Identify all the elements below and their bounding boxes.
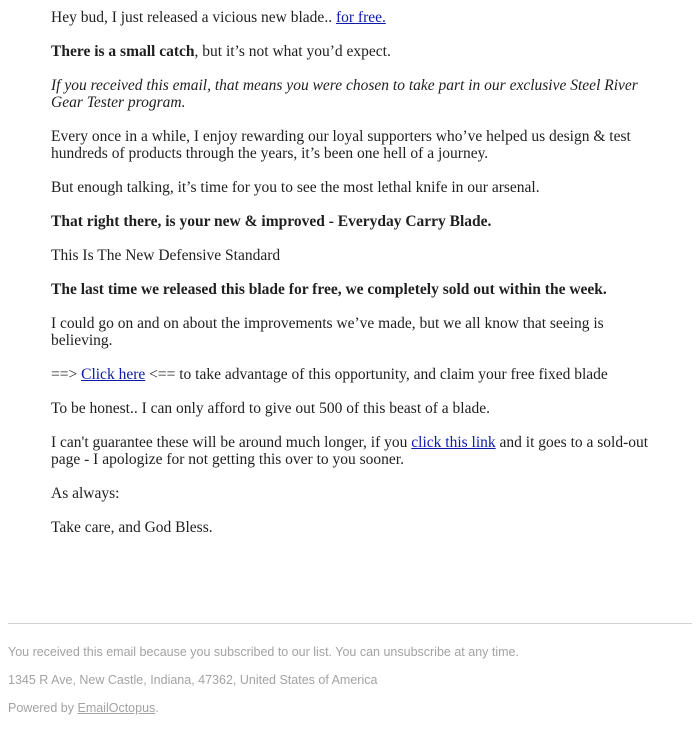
- greeting-text: Hey bud, I just released a vicious new blade..: [51, 9, 336, 26]
- emailoctopus-link[interactable]: EmailOctopus: [77, 701, 156, 715]
- tester-program-note: If you received this email, that means you were chosen to take part in our exclusive Steel River Gear Tester program.: [51, 77, 638, 111]
- italic-note: [51, 77, 661, 111]
- for-free-link[interactable]: for free.: [335, 9, 386, 26]
- cta-suffix-text: <== to take advantage of this opportunity, and claim your free fixed blade: [145, 366, 608, 383]
- email-body: [51, 0, 661, 553]
- powered-by: [8, 701, 692, 716]
- greeting-paragraph: [51, 9, 661, 26]
- catch-bold-text: There is a small catch: [51, 43, 195, 60]
- as-always-paragraph: As always:: [51, 485, 120, 502]
- signoff-paragraph: Take care, and God Bless.: [51, 519, 213, 536]
- catch-paragraph: [51, 43, 661, 60]
- cta-paragraph: [51, 366, 661, 383]
- defensive-standard-paragraph: This Is The New Defensive Standard: [51, 247, 281, 264]
- guarantee-suffix-text: and it goes to a sold-out page - I apologize for not getting this over to you sooner.: [51, 434, 649, 468]
- guarantee-paragraph: [51, 434, 661, 468]
- sender-address: 1345 R Ave, New Castle, Indiana, 47362, United States of America: [8, 673, 378, 687]
- powered-by-suffix: .: [155, 701, 159, 715]
- subscribed-notice: You received this email because you subscribed to our list. You can unsubscribe at any time.: [8, 645, 519, 659]
- guarantee-prefix-text: I can't guarantee these will be around much longer, if you: [51, 434, 412, 451]
- new-blade-paragraph: [51, 213, 661, 230]
- cta-prefix-text: ==>: [51, 366, 82, 383]
- powered-by-prefix: Powered by: [8, 701, 78, 715]
- improvements-paragraph: I could go on and on about the improvements we’ve made, but we all know that seeing is believing.: [51, 315, 604, 349]
- reward-paragraph: Every once in a while, I enjoy rewarding our loyal supporters who’ve helped us design & test hundreds of products through the years, it’s been one hell of a journey.: [51, 128, 631, 162]
- honest-paragraph: To be honest.. I can only afford to give out 500 of this beast of a blade.: [51, 400, 490, 417]
- footer-divider: [8, 623, 692, 624]
- sold-out-bold-text: The last time we released this blade for free, we completely sold out within the week.: [51, 281, 607, 298]
- email-footer: [8, 645, 692, 729]
- catch-rest-text: , but it’s not what you’d expect.: [194, 43, 391, 60]
- sold-out-paragraph: [51, 281, 661, 298]
- enough-talking-paragraph: But enough talking, it’s time for you to see the most lethal knife in our arsenal.: [51, 179, 540, 196]
- click-here-link[interactable]: Click here: [81, 366, 146, 383]
- new-blade-bold-text: That right there, is your new & improved - Everyday Carry Blade.: [51, 213, 492, 230]
- click-this-link[interactable]: click this link: [411, 434, 496, 451]
